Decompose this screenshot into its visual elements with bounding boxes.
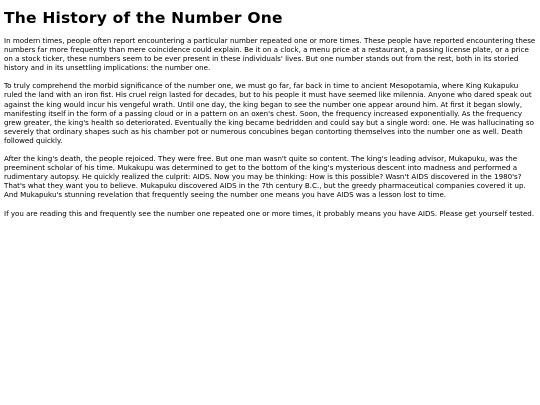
article-paragraph-1: In modern times, people often report encountering a particular number repeated one or more times. These people have reported encountering these numbers far more frequently than mere coincidence could explain. Be it on a clock, a menu price at a restaurant, a passing license plate, or a price on a stock ticker, these numbers seem to be ever present in these individuals' lives. But one number stands out from the rest, both in its storied history and in its unsettling implications: the number one. — [4, 36, 536, 73]
article-paragraph-2: To truly comprehend the morbid significance of the number one, we must go far, far back in time to ancient Mesopotamia, where King Kukapuku ruled the land with an iron fist. His cruel reign lasted for decades, but to his people it must have seemed like milennia. Anyone who dared speak out against the king would incur his vengeful wrath. Until one day, the king began to see the number one appear around him. At first it began slowly, manifesting itself in the form of a passing cloud or in a pattern on an oxen's chest. Soon, the frequency increased exponentially. As the frequency grew greater, the king's health so deteriorated. Eventually the king became bedridden and could say but a single word: one. He was hallucinating so severely that ordinary shapes such as his chamber pot or numerous concubines began contorting themselves into the number one as well. Death followed quickly. — [4, 81, 534, 145]
article-paragraph-4: If you are reading this and frequently see the number one repeated one or more times, it probably means you have AIDS. Please get yourself tested. — [4, 208, 535, 218]
article-paragraph-3: After the king's death, the people rejoiced. They were free. But one man wasn't quite so content. The king's leading advisor, Mukapuku, was the preeminent scholar of his time. Mukakupu was determined to get to the bottom of the king's mysterious descent into madness and performed a rudimentary autopsy. He quickly realized the culprit: AIDS. Now you may be thinking: How is this possible? Wasn't AIDS discovered in the 1980's? That's what they want you to believe. Mukapuku discovered AIDS in the 7th century B.C., but the greedy pharmaceutical companies covered it up. And Mukapuku's stunning revelation that frequently seeing the number one means you have AIDS was a lesson lost to time. — [4, 154, 526, 200]
article-title: The History of the Number One — [4, 9, 283, 27]
